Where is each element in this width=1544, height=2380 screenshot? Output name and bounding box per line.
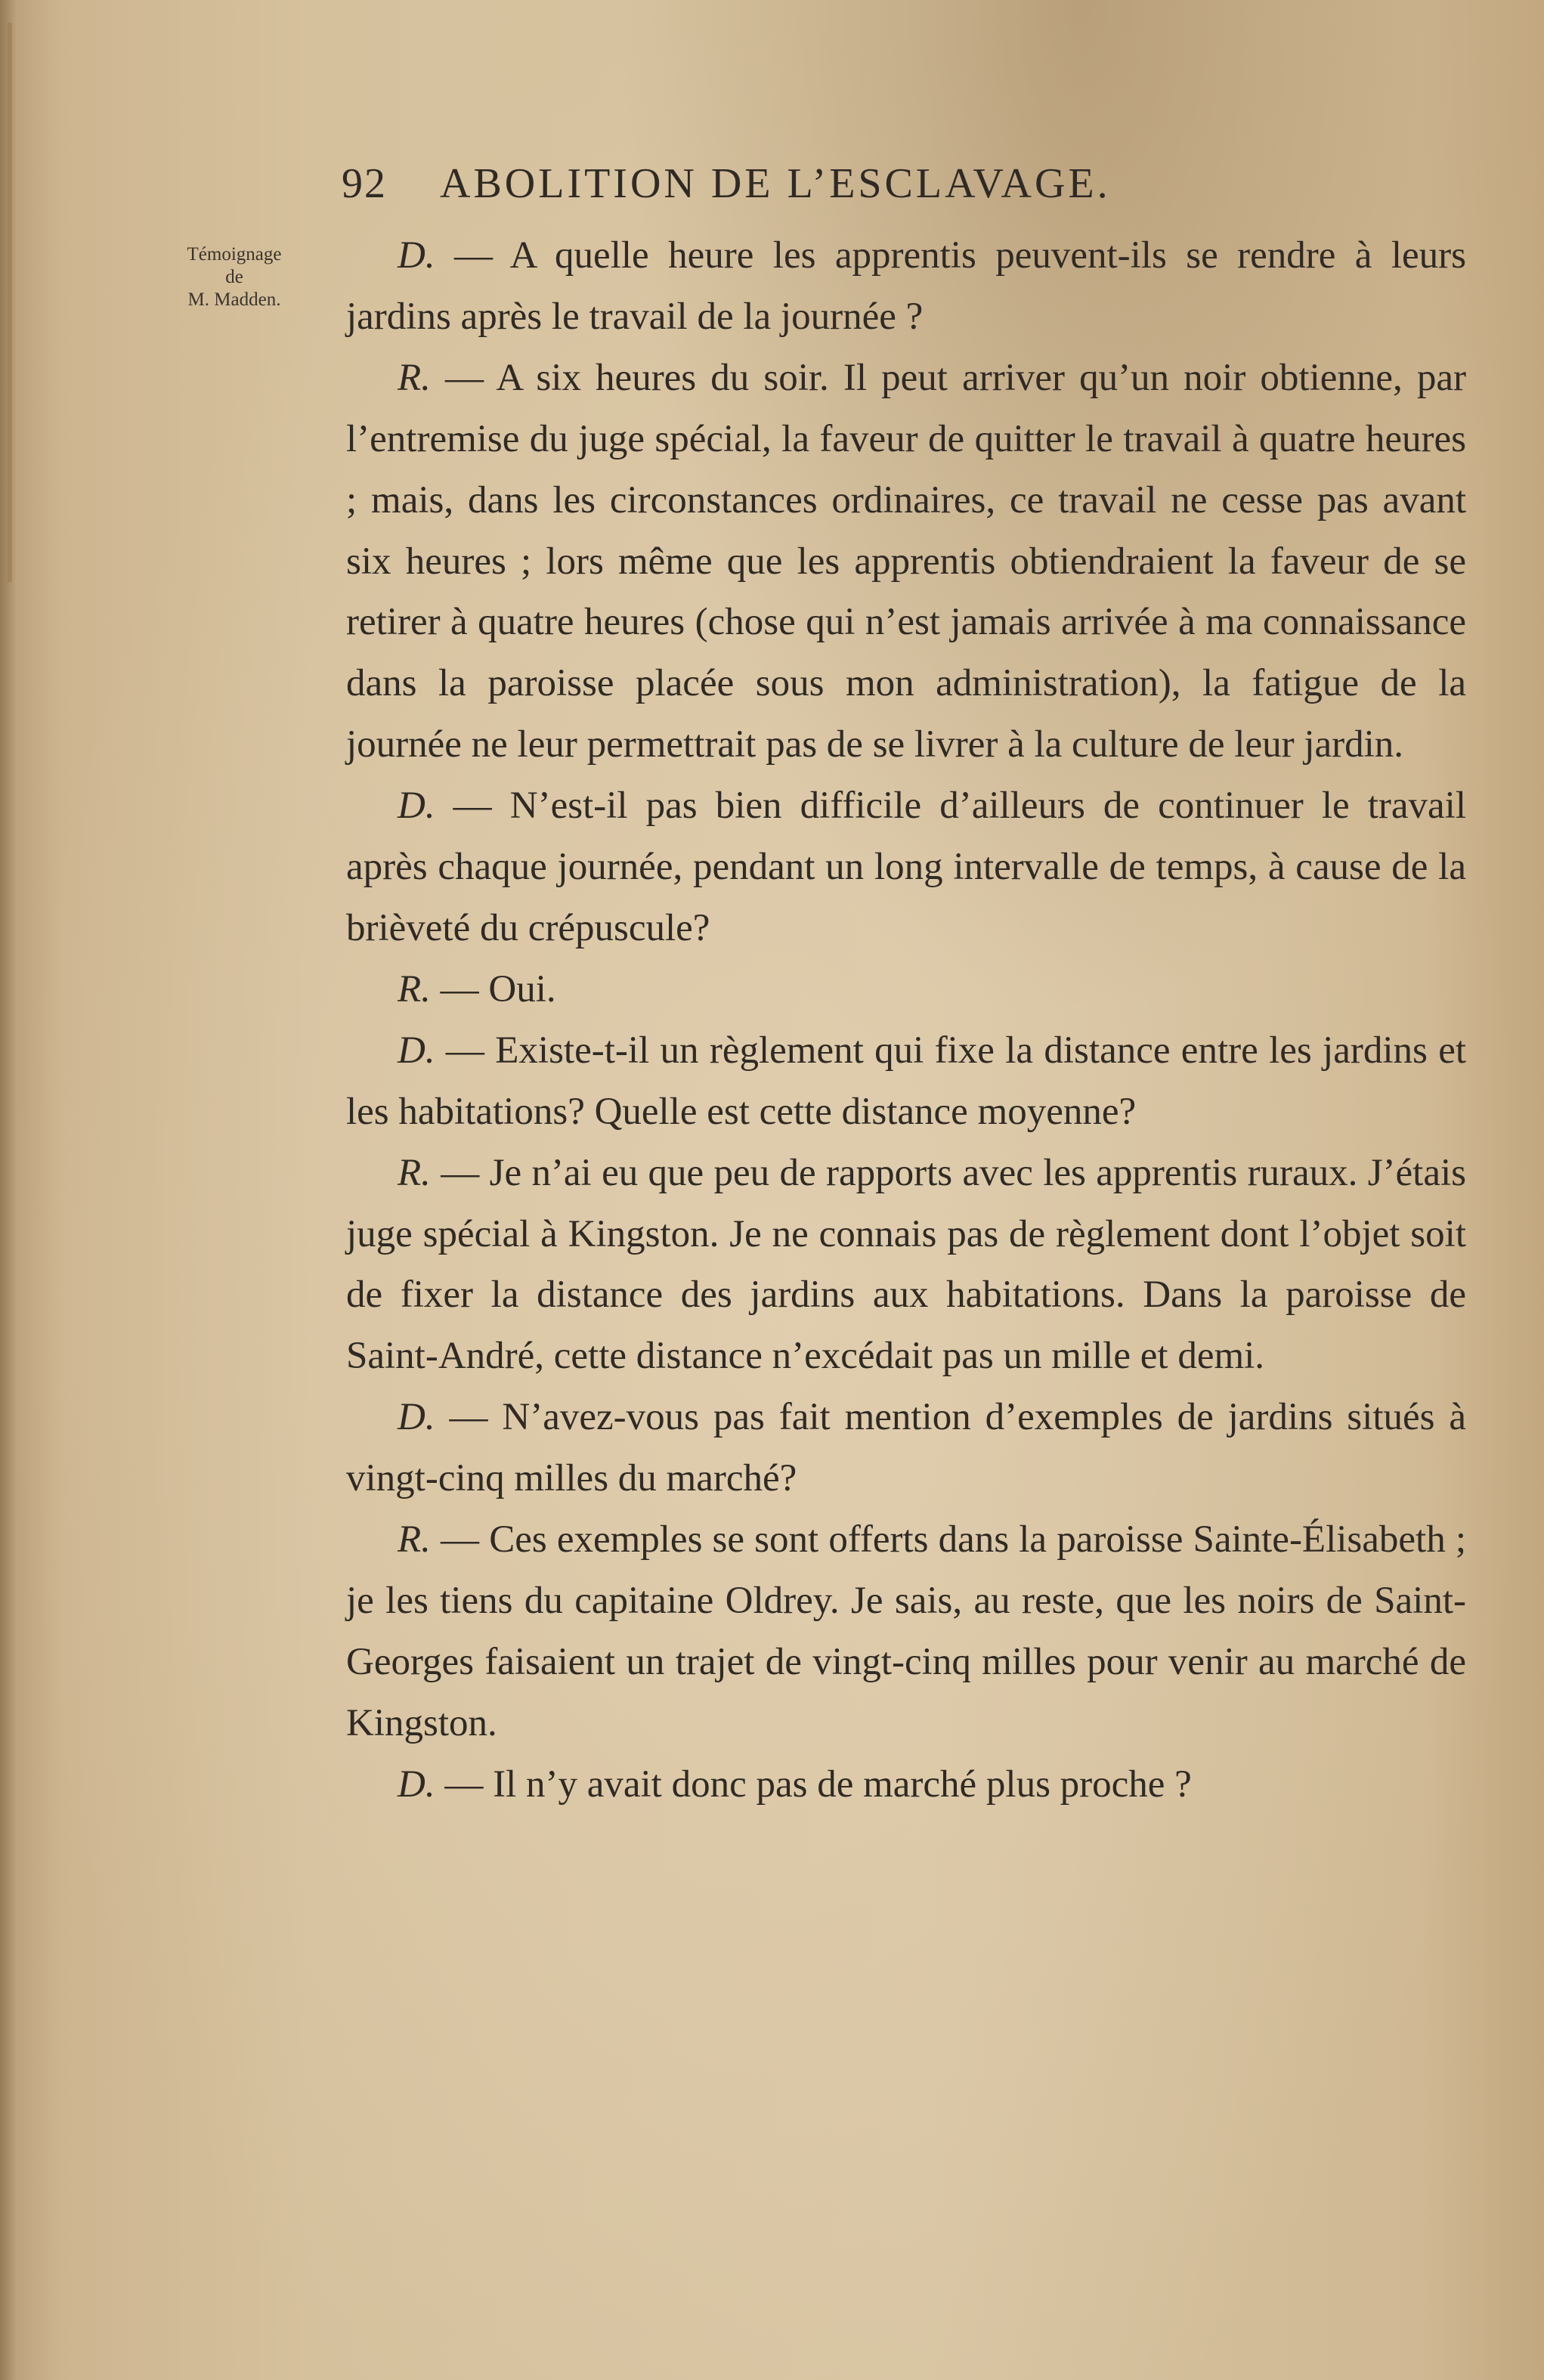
paragraph-text: N’avez-vous pas fait mention d’exemples de jardins situés à vingt-cinq milles du marché? (346, 1396, 1467, 1500)
speaker-label: R. (398, 1151, 431, 1194)
paragraph-6 (346, 1143, 1466, 1388)
paragraph-text: Ces exemples se sont offerts dans la paroisse Sainte-Élisabeth ; je les tiens du capitaine Oldrey. Je sais, au reste, que les noirs de Saint-Georges faisaient un trajet de vingt-cinq milles pour venir au marché de Kingston. (346, 1518, 1467, 1744)
paragraph-5 (346, 1020, 1466, 1143)
paragraph-text: Je n’ai eu que peu de rapports avec les apprentis ruraux. J’étais juge spécial à Kingston. Je ne connais pas de règlement dont l’objet soit de fixer la distance des jardins aux habitations. Dans la paroisse de Saint-André, cette distance n’excédait pas un mille et demi. (346, 1151, 1466, 1378)
paragraph-2 (346, 348, 1466, 775)
paragraph-1 (346, 225, 1466, 348)
speaker-label: D. (398, 1029, 435, 1072)
dash: — (435, 1763, 494, 1806)
speaker-label: D. (398, 1763, 435, 1806)
paragraph-9 (346, 1754, 1466, 1815)
paragraph-text: Il n’y avait donc pas de marché plus proche ? (493, 1763, 1192, 1806)
running-header (342, 157, 1249, 210)
margin-note (156, 243, 313, 311)
margin-note-line-2: de (225, 267, 243, 287)
margin-note-line-1: Témoignage (187, 244, 282, 265)
paragraph-text: A six heures du soir. Il peut arriver qu’un noir obtienne, par l’entremise du juge spécial, la faveur de quitter le travail à quatre heures ; mais, dans les circonstances ordinaires, ce travail ne cesse pas avant six heures ; lors même que les apprentis obtiendraient la faveur de se retirer à quatre heures (chose qui n’est jamais arrivée à ma connaissance dans la paroisse placée sous mon administration), la fatigue de la journée ne leur permettrait pas de se livrer à la culture de leur jardin. (346, 356, 1467, 766)
binding-stain (8, 23, 12, 582)
paragraph-text: N’est-il pas bien difficile d’ailleurs de continuer le travail après chaque journée, pendant un long intervalle de temps, à cause de la brièveté du crépuscule? (346, 785, 1466, 949)
running-title: ABOLITION DE L’ESCLAVAGE. (440, 160, 1111, 207)
paragraph-4 (346, 959, 1466, 1020)
paragraph-3 (346, 775, 1466, 959)
body-text (346, 225, 1466, 1815)
page-number: 92 (342, 160, 387, 207)
paragraph-7 (346, 1387, 1466, 1509)
dash: — (430, 356, 497, 399)
speaker-label: R. (398, 356, 431, 399)
dash: — (430, 967, 489, 1010)
paragraph-text: Existe-t-il un règlement qui fixe la distance entre les jardins et les habitations? Quelle est cette distance moyenne? (346, 1029, 1466, 1133)
speaker-label: D. (398, 234, 435, 277)
speaker-label: D. (398, 785, 435, 828)
speaker-label: R. (398, 1518, 431, 1561)
dash: — (435, 1396, 503, 1439)
margin-note-line-3: M. Madden. (187, 289, 281, 310)
paragraph-8 (346, 1509, 1466, 1754)
dash: — (435, 234, 510, 277)
speaker-label: R. (398, 967, 431, 1010)
dash: — (435, 1029, 496, 1072)
paragraph-text: A quelle heure les apprentis peuvent-ils se rendre à leurs jardins après le travail de la journée ? (346, 234, 1466, 338)
dash: — (435, 785, 510, 828)
dash: — (430, 1151, 490, 1194)
dash: — (430, 1518, 490, 1561)
speaker-label: D. (398, 1396, 435, 1439)
paragraph-text: Oui. (488, 967, 556, 1010)
